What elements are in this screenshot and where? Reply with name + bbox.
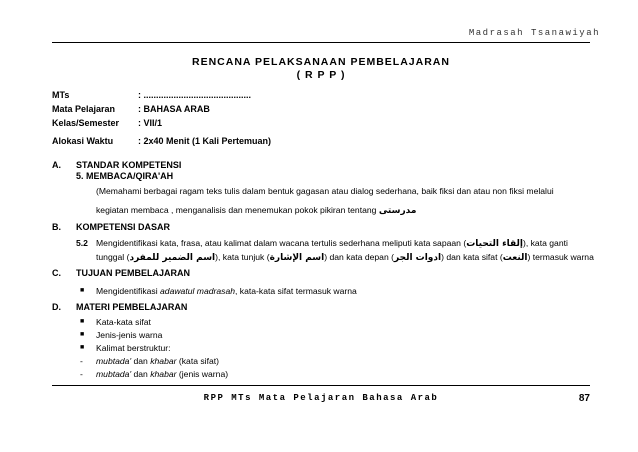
bullet-icon: ■ <box>80 331 85 338</box>
section-d-item-3: Kalimat berstruktur: <box>96 343 171 353</box>
page-title: RENCANA PELAKSANAAN PEMBELAJARAN <box>192 56 450 68</box>
subitem-2-text-a: dan <box>131 369 151 379</box>
dash-icon: - <box>80 356 83 366</box>
dash-icon: - <box>80 369 83 379</box>
subitem-2-italic-a: mubtada' <box>96 369 132 379</box>
subitem-1-italic-b: khabar <box>150 356 177 366</box>
section-d-title: MATERI PEMBELAJARAN <box>76 302 188 312</box>
section-b-arabic-adjective: النعت <box>502 253 528 263</box>
section-c-letter: C. <box>52 268 61 278</box>
meta-value-time: : 2x40 Menit (1 Kali Pertemuan) <box>138 136 272 146</box>
page-number: 87 <box>578 393 590 404</box>
bullet-icon: ■ <box>80 318 85 325</box>
section-b-number: 5.2 <box>76 238 88 248</box>
section-d-subitem-2 <box>96 369 228 379</box>
section-d-subitem-1 <box>96 356 219 366</box>
meta-label-time: Alokasi Waktu <box>52 136 114 146</box>
section-b-arabic-preposition: ادوات الجر <box>394 253 442 263</box>
section-b-line2 <box>96 252 594 263</box>
header-school-name: Madrasah Tsanawiyah <box>468 28 600 38</box>
section-b-line2-text-a: tunggal ( <box>96 252 130 262</box>
page-subtitle: ( R P P ) <box>296 69 346 81</box>
section-c-item-text-a: Mengidentifikasi <box>96 286 158 296</box>
section-a-text-line1: (Memahami berbagai ragam teks tulis dalam bentuk gagasan atau dialog sederhana, baik fiksi dan atau non fiksi melalui <box>96 186 554 196</box>
section-b-letter: B. <box>52 222 61 232</box>
subitem-1-text-a: dan <box>131 356 151 366</box>
section-d-item-2: Jenis-jenis warna <box>96 330 163 340</box>
subitem-1-italic-a: mubtada' <box>96 356 132 366</box>
bullet-icon: ■ <box>80 344 85 351</box>
meta-value-mts: : ........................................... <box>138 90 252 100</box>
section-a-letter: A. <box>52 160 61 170</box>
header-rule <box>52 42 590 43</box>
section-c-title: TUJUAN PEMBELAJARAN <box>76 268 191 278</box>
section-b-arabic-greeting: إلقاء التحيات <box>466 239 523 249</box>
section-b-line2-text-e: ) termasuk warna <box>527 252 594 262</box>
section-b-line2-text-c: ) dan kata depan ( <box>324 252 394 262</box>
meta-label-subject: Mata Pelajaran <box>52 104 116 114</box>
section-a-text-line2-main: kegiatan membaca , menganalisis dan menemukan pokok pikiran tentang <box>96 205 377 215</box>
section-b-line1 <box>96 238 568 249</box>
meta-label-class: Kelas/Semester <box>52 118 120 128</box>
bullet-icon: ■ <box>80 287 85 294</box>
section-b-line1-text: Mengidentifikasi kata, frasa, atau kalimat dalam wacana tertulis sederhana meliputi kata sapaan ( <box>96 238 467 248</box>
subitem-2-text-b: (jenis warna) <box>176 369 229 379</box>
subitem-1-text-b: (kata sifat) <box>176 356 220 366</box>
section-d-item-1: Kata-kata sifat <box>96 317 151 327</box>
section-b-title: KOMPETENSI DASAR <box>76 222 171 232</box>
meta-label-mts: MTs <box>52 90 70 100</box>
section-b-line2-text-b: ), kata tunjuk ( <box>215 252 270 262</box>
section-a-arabic: مدرستى <box>378 206 417 216</box>
section-c-item-italic: adawatul madrasah <box>160 286 236 296</box>
footer-rule <box>52 385 590 386</box>
section-b-arabic-demonstrative: اسم الإشارة <box>269 253 325 263</box>
section-c-item <box>96 286 357 296</box>
meta-value-subject: : BAHASA ARAB <box>138 104 210 114</box>
section-c-item-text-b: , kata-kata sifat termasuk warna <box>235 286 357 296</box>
section-a-text-line2 <box>96 205 416 216</box>
subitem-2-italic-b: khabar <box>150 369 177 379</box>
section-b-line1-tail: ), kata ganti <box>523 238 568 248</box>
section-a-title: STANDAR KOMPETENSI <box>76 160 182 170</box>
meta-value-class: : VII/1 <box>138 118 163 128</box>
section-b-line2-text-d: ) dan kata sifat ( <box>441 252 503 262</box>
footer-text: RPP MTs Mata Pelajaran Bahasa Arab <box>203 393 439 403</box>
section-a-subtitle: 5. MEMBACA/QIRA'AH <box>76 171 174 181</box>
section-d-letter: D. <box>52 302 61 312</box>
section-b-arabic-pronoun: اسم الضمير للمفرد <box>129 253 216 263</box>
